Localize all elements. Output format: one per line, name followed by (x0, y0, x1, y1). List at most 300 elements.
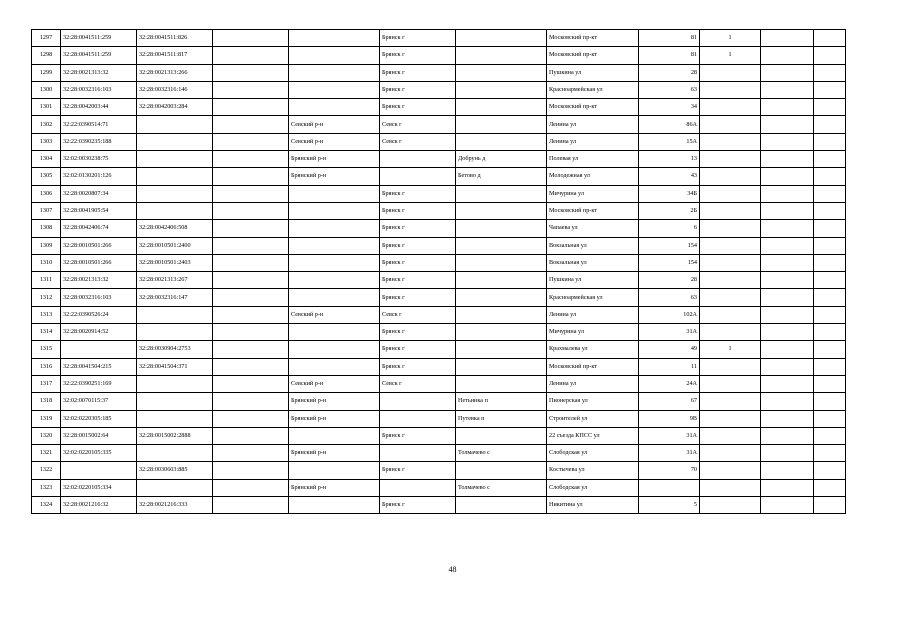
row-number-cell: 1314 (32, 324, 61, 341)
settlement-cell (456, 358, 547, 375)
row-number-cell: 1299 (32, 64, 61, 81)
flag-cell (700, 220, 761, 237)
house-cell: 154 (639, 254, 700, 271)
flag-cell (700, 185, 761, 202)
registry-table (31, 29, 846, 514)
table-row (32, 151, 846, 168)
region-cell (213, 306, 289, 323)
street-cell: Вокзальная ул (547, 254, 639, 271)
district-cell: Брянский р-н (289, 479, 380, 496)
region-cell (213, 272, 289, 289)
district-cell: Брянский р-н (289, 168, 380, 185)
flag-cell (700, 375, 761, 392)
flag-cell (700, 306, 761, 323)
extra-cell-a (761, 289, 814, 306)
flag-cell (700, 289, 761, 306)
flag-cell (700, 462, 761, 479)
settlement-cell (456, 427, 547, 444)
region-cell (213, 220, 289, 237)
district-cell (289, 64, 380, 81)
settlement-cell (456, 47, 547, 64)
house-cell: 28 (639, 272, 700, 289)
row-number-cell: 1307 (32, 202, 61, 219)
cadastral-number-cell: 32:28:0041504:215 (61, 358, 137, 375)
extra-cell-b (814, 254, 846, 271)
city-cell: Брянск г (380, 220, 456, 237)
street-cell: Слободская ул (547, 479, 639, 496)
extra-cell-b (814, 64, 846, 81)
settlement-cell (456, 237, 547, 254)
region-cell (213, 289, 289, 306)
flag-cell (700, 99, 761, 116)
street-cell: Красноармейская ул (547, 289, 639, 306)
settlement-cell: Путевка п (456, 410, 547, 427)
table-row (32, 427, 846, 444)
district-cell: Брянский р-н (289, 410, 380, 427)
street-cell: Ленина ул (547, 375, 639, 392)
street-cell: Молодежная ул (547, 168, 639, 185)
flag-cell (700, 81, 761, 98)
row-number-cell: 1300 (32, 81, 61, 98)
flag-cell (700, 116, 761, 133)
flag-cell: 1 (700, 30, 761, 47)
cadastral-number-cell: 32:02:0070115:37 (61, 393, 137, 410)
row-number-cell: 1323 (32, 479, 61, 496)
region-cell (213, 324, 289, 341)
extra-cell-b (814, 81, 846, 98)
row-number-cell: 1315 (32, 341, 61, 358)
extra-cell-b (814, 445, 846, 462)
city-cell: Брянск г (380, 64, 456, 81)
region-cell (213, 375, 289, 392)
extra-cell-b (814, 410, 846, 427)
extra-cell-a (761, 341, 814, 358)
row-number-cell: 1324 (32, 497, 61, 514)
district-cell (289, 99, 380, 116)
cadastral-number-cell: 32:02:0220105:335 (61, 445, 137, 462)
object-cadastral-number-cell: 32:28:0042003:284 (137, 99, 213, 116)
street-cell: Московский пр-кт (547, 202, 639, 219)
district-cell (289, 47, 380, 64)
table-row (32, 445, 846, 462)
flag-cell (700, 324, 761, 341)
extra-cell-b (814, 289, 846, 306)
extra-cell-a (761, 185, 814, 202)
object-cadastral-number-cell: 32:28:0010501:2400 (137, 237, 213, 254)
object-cadastral-number-cell: 32:28:0021313:266 (137, 64, 213, 81)
settlement-cell (456, 30, 547, 47)
district-cell (289, 81, 380, 98)
extra-cell-b (814, 306, 846, 323)
house-cell: 49 (639, 341, 700, 358)
region-cell (213, 237, 289, 254)
table-row (32, 133, 846, 150)
region-cell (213, 254, 289, 271)
row-number-cell: 1309 (32, 237, 61, 254)
cadastral-number-cell: 32:28:0032316:103 (61, 289, 137, 306)
district-cell: Брянский р-н (289, 393, 380, 410)
city-cell: Севск г (380, 306, 456, 323)
district-cell (289, 462, 380, 479)
extra-cell-a (761, 445, 814, 462)
city-cell: Севск г (380, 133, 456, 150)
district-cell (289, 497, 380, 514)
extra-cell-a (761, 497, 814, 514)
district-cell (289, 272, 380, 289)
extra-cell-b (814, 479, 846, 496)
extra-cell-a (761, 324, 814, 341)
extra-cell-a (761, 168, 814, 185)
house-cell: 31А (639, 324, 700, 341)
city-cell: Брянск г (380, 324, 456, 341)
house-cell: 15А (639, 133, 700, 150)
table-row (32, 64, 846, 81)
settlement-cell (456, 220, 547, 237)
object-cadastral-number-cell (137, 151, 213, 168)
table-row (32, 254, 846, 271)
object-cadastral-number-cell: 32:28:0030904:2753 (137, 341, 213, 358)
object-cadastral-number-cell (137, 410, 213, 427)
row-number-cell: 1316 (32, 358, 61, 375)
street-cell: Московский пр-кт (547, 47, 639, 64)
row-number-cell: 1322 (32, 462, 61, 479)
city-cell: Брянск г (380, 99, 456, 116)
street-cell: Никитина ул (547, 497, 639, 514)
object-cadastral-number-cell: 32:28:0041511:826 (137, 30, 213, 47)
settlement-cell (456, 202, 547, 219)
extra-cell-b (814, 202, 846, 219)
street-cell: Крахмалева ул (547, 341, 639, 358)
flag-cell (700, 410, 761, 427)
city-cell: Брянск г (380, 289, 456, 306)
settlement-cell (456, 81, 547, 98)
extra-cell-a (761, 462, 814, 479)
row-number-cell: 1301 (32, 99, 61, 116)
cadastral-number-cell: 32:22:0390251:169 (61, 375, 137, 392)
house-cell (639, 479, 700, 496)
district-cell (289, 358, 380, 375)
extra-cell-b (814, 47, 846, 64)
flag-cell (700, 64, 761, 81)
region-cell (213, 358, 289, 375)
settlement-cell (456, 497, 547, 514)
table-row (32, 462, 846, 479)
district-cell (289, 324, 380, 341)
house-cell: 28 (639, 64, 700, 81)
street-cell: Московский пр-кт (547, 99, 639, 116)
district-cell (289, 30, 380, 47)
settlement-cell (456, 133, 547, 150)
district-cell (289, 220, 380, 237)
flag-cell: 1 (700, 47, 761, 64)
flag-cell (700, 133, 761, 150)
settlement-cell (456, 324, 547, 341)
table-row (32, 202, 846, 219)
city-cell: Брянск г (380, 341, 456, 358)
house-cell: 24А (639, 375, 700, 392)
cadastral-number-cell (61, 341, 137, 358)
extra-cell-b (814, 133, 846, 150)
cadastral-number-cell: 32:22:0390526:24 (61, 306, 137, 323)
object-cadastral-number-cell (137, 479, 213, 496)
street-cell: Пушкина ул (547, 272, 639, 289)
object-cadastral-number-cell: 32:28:0042406:508 (137, 220, 213, 237)
city-cell: Брянск г (380, 185, 456, 202)
street-cell: Слободская ул (547, 445, 639, 462)
cadastral-number-cell: 32:28:0020914:52 (61, 324, 137, 341)
table-row (32, 479, 846, 496)
row-number-cell: 1317 (32, 375, 61, 392)
cadastral-number-cell: 32:28:0015002:64 (61, 427, 137, 444)
city-cell: Севск г (380, 116, 456, 133)
house-cell: 2Б (639, 202, 700, 219)
extra-cell-a (761, 81, 814, 98)
flag-cell (700, 237, 761, 254)
house-cell: 11 (639, 358, 700, 375)
settlement-cell (456, 99, 547, 116)
house-cell: 154 (639, 237, 700, 254)
row-number-cell: 1298 (32, 47, 61, 64)
object-cadastral-number-cell: 32:28:0032316:147 (137, 289, 213, 306)
cadastral-number-cell: 32:28:0021313:32 (61, 272, 137, 289)
extra-cell-b (814, 358, 846, 375)
cadastral-number-cell: 32:28:0020807:34 (61, 185, 137, 202)
street-cell: 22 съезда КПСС ул (547, 427, 639, 444)
row-number-cell: 1306 (32, 185, 61, 202)
street-cell: Мичурина ул (547, 185, 639, 202)
extra-cell-a (761, 358, 814, 375)
extra-cell-a (761, 151, 814, 168)
cadastral-number-cell: 32:28:0032316:103 (61, 81, 137, 98)
house-cell: 34Б (639, 185, 700, 202)
object-cadastral-number-cell (137, 168, 213, 185)
row-number-cell: 1318 (32, 393, 61, 410)
house-cell: 63 (639, 81, 700, 98)
district-cell (289, 289, 380, 306)
house-cell: 43 (639, 168, 700, 185)
flag-cell (700, 254, 761, 271)
table-row (32, 47, 846, 64)
region-cell (213, 47, 289, 64)
region-cell (213, 202, 289, 219)
street-cell: Вокзальная ул (547, 237, 639, 254)
city-cell: Брянск г (380, 254, 456, 271)
district-cell (289, 341, 380, 358)
object-cadastral-number-cell: 32:28:0030603:885 (137, 462, 213, 479)
settlement-cell (456, 185, 547, 202)
object-cadastral-number-cell (137, 133, 213, 150)
city-cell (380, 168, 456, 185)
object-cadastral-number-cell: 32:28:0015002:2888 (137, 427, 213, 444)
house-cell: 86А (639, 116, 700, 133)
flag-cell (700, 445, 761, 462)
extra-cell-b (814, 151, 846, 168)
house-cell: 5 (639, 497, 700, 514)
district-cell (289, 185, 380, 202)
settlement-cell: Добрунь д (456, 151, 547, 168)
row-number-cell: 1304 (32, 151, 61, 168)
cadastral-number-cell: 32:28:0041511:259 (61, 47, 137, 64)
row-number-cell: 1313 (32, 306, 61, 323)
table-row (32, 220, 846, 237)
extra-cell-a (761, 393, 814, 410)
region-cell (213, 427, 289, 444)
settlement-cell (456, 462, 547, 479)
district-cell: Брянский р-н (289, 445, 380, 462)
flag-cell (700, 479, 761, 496)
settlement-cell (456, 254, 547, 271)
settlement-cell: Толмачево с (456, 479, 547, 496)
object-cadastral-number-cell (137, 185, 213, 202)
street-cell: Московский пр-кт (547, 30, 639, 47)
extra-cell-a (761, 116, 814, 133)
extra-cell-a (761, 306, 814, 323)
house-cell: 67 (639, 393, 700, 410)
extra-cell-b (814, 324, 846, 341)
row-number-cell: 1302 (32, 116, 61, 133)
extra-cell-a (761, 375, 814, 392)
extra-cell-b (814, 237, 846, 254)
extra-cell-a (761, 30, 814, 47)
city-cell: Брянск г (380, 497, 456, 514)
region-cell (213, 479, 289, 496)
district-cell: Севский р-н (289, 133, 380, 150)
table-row (32, 324, 846, 341)
flag-cell (700, 497, 761, 514)
object-cadastral-number-cell (137, 375, 213, 392)
house-cell: 31А (639, 427, 700, 444)
extra-cell-a (761, 220, 814, 237)
settlement-cell: Нетьинка п (456, 393, 547, 410)
table-row (32, 358, 846, 375)
street-cell: Московский пр-кт (547, 358, 639, 375)
cadastral-number-cell: 32:28:0021313:32 (61, 64, 137, 81)
table-row (32, 289, 846, 306)
city-cell (380, 151, 456, 168)
region-cell (213, 393, 289, 410)
extra-cell-a (761, 410, 814, 427)
city-cell: Брянск г (380, 358, 456, 375)
cadastral-number-cell: 32:28:0041905:54 (61, 202, 137, 219)
table-row (32, 272, 846, 289)
settlement-cell (456, 289, 547, 306)
cadastral-number-cell: 32:28:0042003:44 (61, 99, 137, 116)
extra-cell-b (814, 185, 846, 202)
object-cadastral-number-cell (137, 306, 213, 323)
street-cell: Красноармейская ул (547, 81, 639, 98)
object-cadastral-number-cell (137, 116, 213, 133)
extra-cell-b (814, 497, 846, 514)
table-row (32, 341, 846, 358)
extra-cell-a (761, 237, 814, 254)
cadastral-number-cell: 32:28:0041511:259 (61, 30, 137, 47)
table-row (32, 306, 846, 323)
district-cell (289, 254, 380, 271)
settlement-cell: Толмачево с (456, 445, 547, 462)
district-cell: Севский р-н (289, 306, 380, 323)
street-cell: Пионерская ул (547, 393, 639, 410)
extra-cell-b (814, 99, 846, 116)
city-cell: Брянск г (380, 202, 456, 219)
district-cell (289, 202, 380, 219)
city-cell: Брянск г (380, 272, 456, 289)
table-row (32, 410, 846, 427)
cadastral-number-cell: 32:28:0021216:32 (61, 497, 137, 514)
object-cadastral-number-cell: 32:28:0041511:817 (137, 47, 213, 64)
table-row (32, 185, 846, 202)
house-cell: 63 (639, 289, 700, 306)
settlement-cell (456, 272, 547, 289)
region-cell (213, 410, 289, 427)
row-number-cell: 1311 (32, 272, 61, 289)
row-number-cell: 1297 (32, 30, 61, 47)
house-cell: 102А (639, 306, 700, 323)
table-row (32, 393, 846, 410)
extra-cell-b (814, 427, 846, 444)
region-cell (213, 151, 289, 168)
house-cell: 9В (639, 410, 700, 427)
cadastral-number-cell: 32:02:0030238:75 (61, 151, 137, 168)
extra-cell-b (814, 272, 846, 289)
city-cell (380, 479, 456, 496)
row-number-cell: 1303 (32, 133, 61, 150)
cadastral-number-cell: 32:02:0220305:185 (61, 410, 137, 427)
extra-cell-a (761, 254, 814, 271)
district-cell: Брянский р-н (289, 151, 380, 168)
registry-table-body (32, 30, 846, 514)
street-cell: Чапаева ул (547, 220, 639, 237)
object-cadastral-number-cell (137, 445, 213, 462)
flag-cell (700, 427, 761, 444)
city-cell: Брянск г (380, 462, 456, 479)
street-cell: Мичурина ул (547, 324, 639, 341)
object-cadastral-number-cell: 32:28:0021216:333 (137, 497, 213, 514)
street-cell: Ленина ул (547, 133, 639, 150)
flag-cell (700, 358, 761, 375)
extra-cell-a (761, 133, 814, 150)
street-cell: Строителей ул (547, 410, 639, 427)
object-cadastral-number-cell (137, 202, 213, 219)
cadastral-number-cell: 32:22:0390235:188 (61, 133, 137, 150)
table-row (32, 497, 846, 514)
district-cell: Севский р-н (289, 375, 380, 392)
extra-cell-a (761, 272, 814, 289)
city-cell: Брянск г (380, 237, 456, 254)
district-cell (289, 427, 380, 444)
row-number-cell: 1319 (32, 410, 61, 427)
cadastral-number-cell: 32:28:0042406:74 (61, 220, 137, 237)
cadastral-number-cell (61, 462, 137, 479)
region-cell (213, 497, 289, 514)
region-cell (213, 116, 289, 133)
region-cell (213, 30, 289, 47)
region-cell (213, 341, 289, 358)
street-cell: Ленина ул (547, 116, 639, 133)
extra-cell-b (814, 375, 846, 392)
table-row (32, 99, 846, 116)
extra-cell-b (814, 341, 846, 358)
object-cadastral-number-cell: 32:28:0010501:2403 (137, 254, 213, 271)
row-number-cell: 1321 (32, 445, 61, 462)
house-cell: 6 (639, 220, 700, 237)
extra-cell-a (761, 202, 814, 219)
extra-cell-b (814, 30, 846, 47)
extra-cell-b (814, 220, 846, 237)
city-cell (380, 393, 456, 410)
region-cell (213, 168, 289, 185)
object-cadastral-number-cell (137, 324, 213, 341)
table-row (32, 237, 846, 254)
